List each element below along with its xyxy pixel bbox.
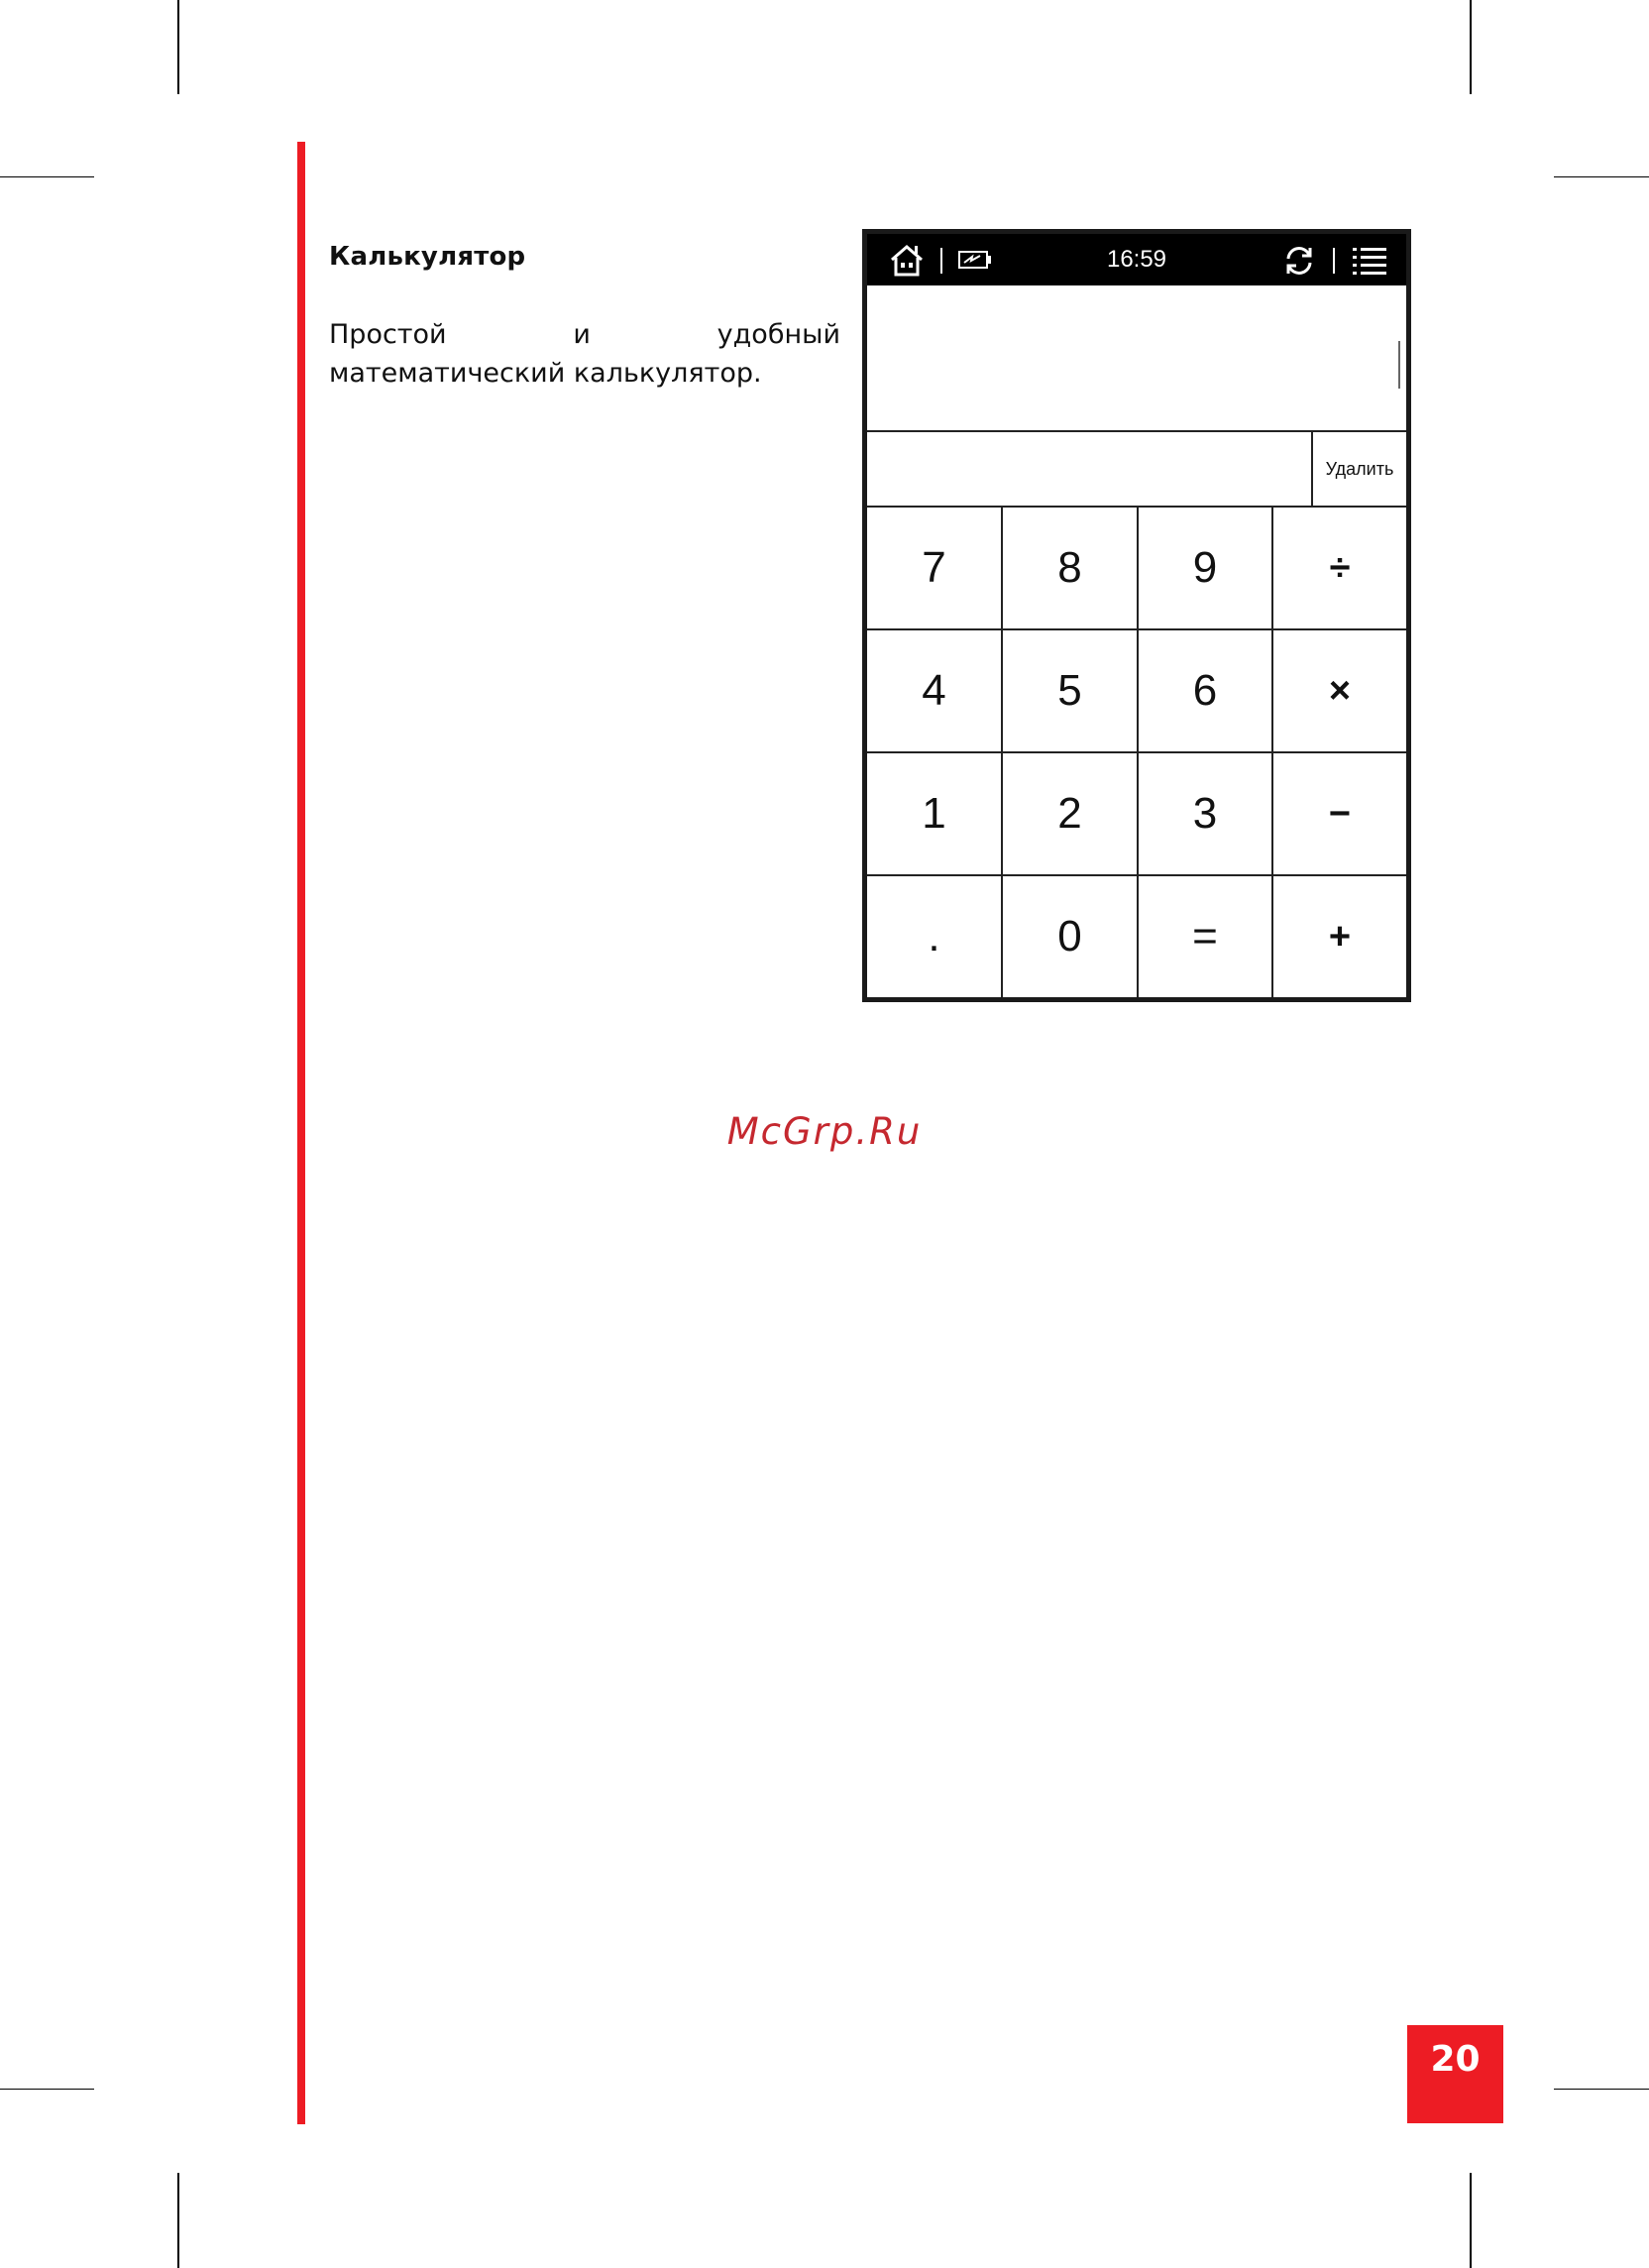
key-9[interactable]: 9 xyxy=(1139,508,1273,630)
section-description: Простой и удобный математический калькулятор. xyxy=(329,319,840,389)
watermark: McGrp.Ru xyxy=(726,1110,923,1153)
crop-mark xyxy=(1554,2089,1649,2090)
delete-button[interactable]: Удалить xyxy=(1311,432,1406,506)
key-4[interactable]: 4 xyxy=(867,630,1003,753)
crop-mark xyxy=(1470,2173,1472,2268)
text-cursor xyxy=(1398,341,1400,389)
key-plus[interactable]: + xyxy=(1328,915,1352,958)
key-equals[interactable]: = xyxy=(1139,876,1273,997)
key-1[interactable]: 1 xyxy=(867,753,1003,876)
crop-mark xyxy=(0,176,94,177)
key-8[interactable]: 8 xyxy=(1003,508,1139,630)
crop-mark xyxy=(0,2089,94,2090)
key-3[interactable]: 3 xyxy=(1139,753,1273,876)
crop-mark xyxy=(1554,176,1649,177)
crop-mark xyxy=(1470,0,1472,94)
crop-mark xyxy=(177,2173,179,2268)
calculator-input-row xyxy=(867,432,1406,508)
key-5[interactable]: 5 xyxy=(1003,630,1139,753)
key-0[interactable]: 0 xyxy=(1003,876,1139,997)
page-number: 20 xyxy=(1407,2025,1503,2123)
section-heading: Калькулятор xyxy=(329,242,526,272)
status-bar xyxy=(867,234,1406,285)
key-2[interactable]: 2 xyxy=(1003,753,1139,876)
key-7[interactable]: 7 xyxy=(867,508,1003,630)
key-divide[interactable]: ÷ xyxy=(1273,508,1406,630)
key-decimal[interactable]: . xyxy=(867,876,1003,997)
crop-mark xyxy=(177,0,179,94)
calculator-screenshot xyxy=(862,229,1411,1002)
key-6[interactable]: 6 xyxy=(1139,630,1273,753)
status-time: 16:59 xyxy=(1106,246,1167,273)
status-separator xyxy=(1333,248,1335,274)
expression-input[interactable] xyxy=(867,432,1311,506)
menu-list-icon[interactable] xyxy=(1353,247,1386,279)
key-multiply[interactable]: × xyxy=(1273,630,1406,753)
sync-icon[interactable] xyxy=(1283,245,1315,281)
key-minus[interactable]: − xyxy=(1273,753,1406,876)
calculator-keypad xyxy=(867,508,1406,997)
calculator-display xyxy=(867,285,1406,432)
